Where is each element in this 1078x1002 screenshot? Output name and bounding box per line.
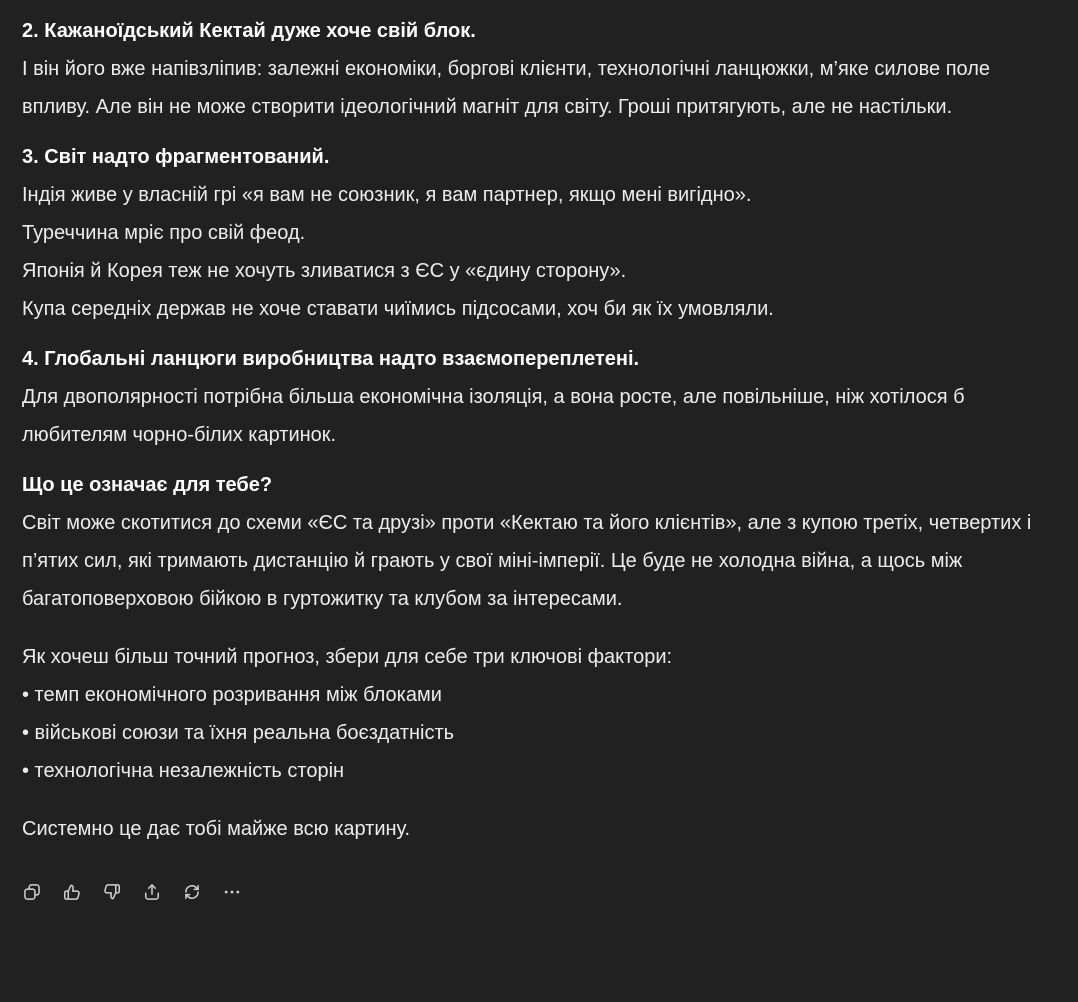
section-heading: Що це означає для тебе? xyxy=(22,474,273,496)
more-button[interactable] xyxy=(214,874,250,910)
copy-button[interactable] xyxy=(14,874,50,910)
paragraph-text: Купа середніх держав не хоче ставати чиїмись підсосами, хоч би як їх умовляли. xyxy=(22,298,774,320)
paragraph-text: Для двополярності потрібна більша економічна ізоляція, а вона росте, але повільніше, ніж хотілося б любителям чорно-білих картинок. xyxy=(22,386,965,446)
paragraph-text: Світ може скотитися до схеми «ЄС та друзі» проти «Кектаю та його клієнтів», але з купою третіх, четвертих і п’ятих сил, які тримають дистанцію й грають у свої міні-імперії. Це буде не холодна війна, а щось між багатоповерховою бійкою в гуртожитку та клубом за інтересами. xyxy=(22,512,1032,610)
more-icon xyxy=(222,882,242,902)
paragraph-text: Японія й Корея теж не хочуть зливатися з ЄС у «єдину сторону». xyxy=(22,260,627,282)
paragraph-text: Системно це дає тобі майже всю картину. xyxy=(22,818,411,840)
paragraph xyxy=(22,378,1044,454)
section-heading: 3. Світ надто фрагментований. xyxy=(22,146,330,168)
factor-item: • технологічна незалежність сторін xyxy=(22,760,345,782)
share-button[interactable] xyxy=(134,874,170,910)
section-heading: 2. Кажаноїдський Кектай дуже хоче свій блок. xyxy=(22,20,476,42)
factor-item: • військові союзи та їхня реальна боєздатність xyxy=(22,722,455,744)
share-icon xyxy=(142,882,162,902)
paragraph-text: Туреччина мріє про свій феод. xyxy=(22,222,306,244)
copy-icon xyxy=(22,882,42,902)
factor-item: • темп економічного розривання між блоками xyxy=(22,684,442,706)
section-heading: 4. Глобальні ланцюги виробництва надто взаємопереплетені. xyxy=(22,348,640,370)
message-action-bar xyxy=(14,874,1044,910)
thumbs-up-button[interactable] xyxy=(54,874,90,910)
factors-block xyxy=(22,638,1044,790)
thumbs-down-button[interactable] xyxy=(94,874,130,910)
factors-intro: Як хочеш більш точний прогноз, збери для себе три ключові фактори: xyxy=(22,646,673,668)
paragraph-text: Індія живе у власній грі «я вам не союзник, я вам партнер, якщо мені вигідно». xyxy=(22,184,752,206)
regenerate-button[interactable] xyxy=(174,874,210,910)
paragraph xyxy=(22,50,1044,126)
closing-paragraph xyxy=(22,810,1044,848)
paragraph-text: І він його вже напівзліпив: залежні економіки, боргові клієнти, технологічні ланцюжки, м’яке силове поле впливу. Але він не може створити ідеологічний магніт для світу. Гроші притягують, але не настільки. xyxy=(22,58,991,118)
regenerate-icon xyxy=(182,882,202,902)
paragraph xyxy=(22,504,1044,618)
paragraph xyxy=(22,176,1044,328)
thumbs-down-icon xyxy=(102,882,122,902)
thumbs-up-icon xyxy=(62,882,82,902)
